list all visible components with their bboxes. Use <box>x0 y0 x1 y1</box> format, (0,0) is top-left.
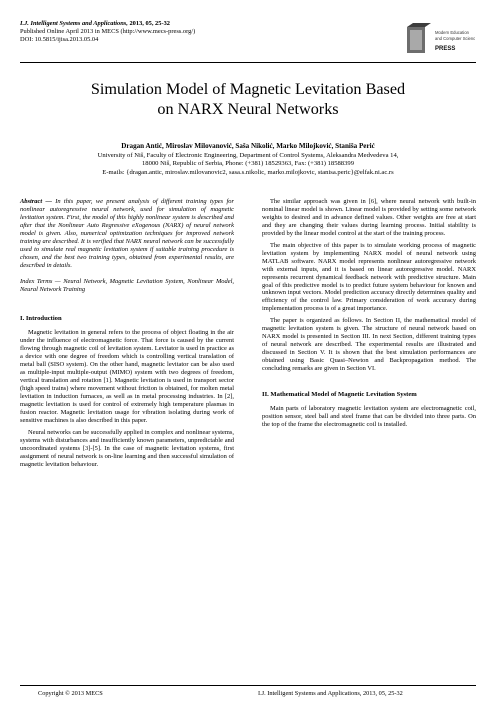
doi-line: DOI: 10.5815/ijisa.2013.05.04 <box>20 36 99 43</box>
index-terms-label: Index Terms — <box>20 277 61 285</box>
journal-header <box>20 20 170 28</box>
author-list: Dragan Antić, Miroslav Milovanović, Saša Nikolić, Marko Milojković, Staniša Perić <box>121 142 375 150</box>
footer-rule <box>20 685 476 686</box>
journal-issue: 2013, 05, 25-32 <box>127 20 170 27</box>
intro-paragraph-2: Neural networks can be successfully applied in complex and nonlinear systems, systems with disturbances and insufficiently known parameters, unpredictable and uncoordinated systems [3]-[5]. In the case of magnetic levitation systems, first assignment of neural network is on-line learning and then successful simulation of magnetic levitation behaviour. <box>20 428 234 468</box>
logo-text-2: and Computer Science <box>435 36 475 41</box>
abstract-label: Abstract — <box>20 198 52 205</box>
header-rule <box>20 62 476 63</box>
logo-text-3: PRESS <box>435 46 456 52</box>
footer-journal: I.J. Intelligent Systems and Applications, 2013, 05, 25-32 <box>258 690 403 697</box>
logo-text-1: Modern Education <box>435 30 469 35</box>
publisher-logo <box>405 23 475 59</box>
paper-title <box>20 80 476 119</box>
section-1-heading: I. Introduction <box>20 315 62 323</box>
right-paragraph-1: The similar approach was given in [6], where neural network with built-in nominal linear model is shown. Linear model is provided by setting some network weights to desired and in advance defined values. Other weights are free at start and they are changing their values during learning process. Initial stability is provided by the linear model control at the start of the training process. <box>262 198 476 237</box>
right-paragraph-4: Main parts of laboratory magnetic levitation system are electromagnetic coil, position sensor, steel ball and steel frame that can be divided into three parts. On the top of the frame the electromagnetic coil is installed. <box>262 404 476 428</box>
affiliation-line-3: E-mails: {dragan.antic, miroslav.milovanovic2, sasa.s.nikolic, marko.milojkovic, stanisa.peric}@elfak.ni.ac.rs <box>102 168 394 176</box>
affiliation-line-2: 18000 Niš, Republic of Serbia, Phone: (+381) 18529363, Fax: (+381) 18588399 <box>141 160 354 168</box>
right-column <box>262 198 476 433</box>
right-paragraph-2: The main objective of this paper is to simulate working process of magnetic levitation system by implementing NARX model of neural network using MATLAB software. NARX model represents nonlinear autoregressive network with external inputs, and it is based on linear autoregressive model. NARX represents recurrent dynamical feedback network with predictive structure. Main goal of this predictive model is to predict future system behaviour for known and unknown input vectors. Model prediction accuracy directly determines quality and efficiency of the control law. Primary consideration of work accuracy during implementation process is of a great importance. <box>262 241 476 313</box>
affiliation <box>20 152 476 177</box>
index-terms-text: Neural Network, Magnetic Levitation System, Nonlinear Model, Neural Network Training <box>20 277 235 293</box>
published-line: Published Online April 2013 in MECS (http://www.mecs-press.org/) <box>20 28 196 35</box>
journal-name: I.J. Intelligent Systems and Applications, <box>20 20 128 27</box>
abstract <box>20 198 234 270</box>
intro-paragraph-1: Magnetic levitation in general refers to the process of object floating in the air under the influence of electromagnetic force. That force is caused by the current flowing through magnetic coil of levitation system. Levitator is used in practice as a device with one degree of freedom which is controlling vertical translation of metal ball (SISO system). On the other hand, magnetic levitator can be also used as multiple-input multiple-output (MIMO) system with two degrees of freedom, vertical translation and rotation [1]. Magnetic levitation is used in transport sector (high speed trains) where movement without friction is obtained, for molten metal levitation in induction furnaces, as well as in metal processing industries. In [2], magnetic levitation is used for control of extremely high temperature plasmas in fusion reactor. Magnetic levitation usage for vibration isolating during work of sensitive machines is also described in this paper. <box>20 329 234 424</box>
index-terms <box>20 278 234 294</box>
title-line-1: Simulation Model of Magnetic Levitation Based <box>90 80 406 98</box>
affiliation-line-1: University of Niš, Faculty of Electronic Engineering, Department of Control Systems, Aleksandra Medvedeva 14, <box>97 152 399 159</box>
section-2-heading: II. Mathematical Model of Magnetic Levitation System <box>262 391 417 399</box>
abstract-text: In this paper, we present analysis of different training types for nonlinear autoregressive neural network, used for simulation of magnetic levitation system. First, the model of this highly nonlinear system is described and after that the Nonlinear Auto Regressive eXogenous (NARX) of neural network model is given. Also, numerical optimization techniques for improved network training are described. It is verified that NARX neural network can be successfully used to simulate real magnetic levitation system if suitable training procedure is chosen, and the best two training types, obtained from experimental results, are described in details. <box>20 198 234 269</box>
title-line-2: on NARX Neural Networks <box>157 99 339 118</box>
right-paragraph-3: The paper is organized as follows. In Section II, the mathematical model of magnetic levitation system is given. The structure of neural network based on NARX model is presented in Section III. In next Section, different training types of neural network are described. The experimental results are illustrated and discussed in Section V. It is shown that the best simulation performances are obtained using Basic Quasi–Newton and Backpropagation method. The concluding remarks are given in Section VI. <box>262 317 476 373</box>
footer-copyright: Copyright © 2013 MECS <box>38 690 103 697</box>
left-column <box>20 198 234 473</box>
